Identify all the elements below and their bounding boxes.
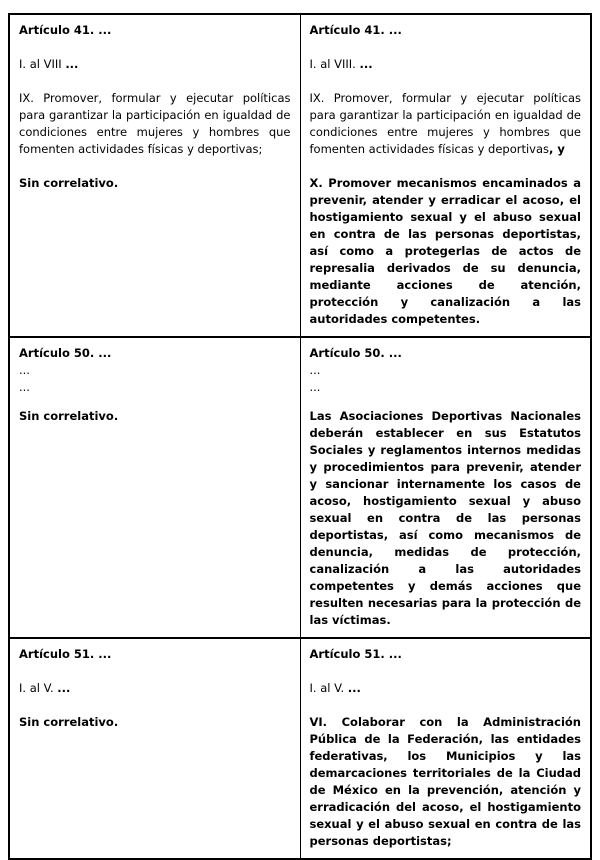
fractions-text: I. al VIII [19, 57, 66, 71]
article-heading: Artículo 50. ... [309, 346, 402, 360]
no-correlative-label: Sin correlativo. [19, 715, 119, 729]
fractions-ellipsis: ... [359, 57, 373, 71]
article-heading: Artículo 50. ... [19, 346, 112, 360]
left-cell-articulo-51 [9, 638, 300, 859]
comparison-table [8, 13, 592, 860]
fractions-line [310, 680, 582, 697]
paragraph-bold: VI. Colaborar con la Administración Pública de la Federación, las entidades federativas, los Municipios y las demarcaciones territoriales de la Ciudad de México en la prevención, atención y erradicación del acoso, el hostigamiento sexual y el abuso sexual en contra de las personas deportistas; [309, 715, 581, 848]
fractions-text: I. al VIII. [309, 57, 360, 71]
paragraph-bold: X. Promover mecanismos encaminados a prevenir, atender y erradicar el acoso, el hostigamiento sexual y el abuso sexual en contra de las personas deportistas, así como a protegerlas de actos de represalia derivados de su denuncia, mediante acciones de atención, protección y canalización a las autoridades competentes. [309, 176, 581, 326]
right-cell-articulo-41 [300, 14, 591, 337]
fractions-line [19, 56, 291, 73]
article-heading: Artículo 41. ... [309, 23, 402, 37]
table-row-articulo-51 [9, 638, 591, 859]
paragraph: IX. Promover, formular y ejecutar políticas para garantizar la participación en igualdad de condiciones entre mujeres y hombres que fomenten actividades físicas y deportivas, y [309, 91, 581, 156]
bold-suffix: , y [549, 142, 565, 156]
paragraph: IX. Promover, formular y ejecutar políticas para garantizar la participación en igualdad de condiciones entre mujeres y hombres que fomenten actividades físicas y deportivas; [19, 91, 291, 156]
table-row-articulo-41 [9, 14, 591, 337]
fractions-ellipsis: ... [57, 681, 71, 695]
ellipsis-line: ... [309, 380, 321, 394]
fractions-ellipsis: ... [347, 681, 361, 695]
article-heading: Artículo 41. ... [19, 23, 112, 37]
fractions-ellipsis: ... [65, 57, 79, 71]
ellipsis-line: ... [19, 380, 30, 394]
right-cell-articulo-51 [300, 638, 591, 859]
fractions-line [19, 680, 291, 697]
ellipsis-line: ... [19, 363, 30, 377]
article-heading: Artículo 51. ... [309, 647, 402, 661]
table-row-articulo-50 [9, 337, 591, 638]
fractions-text: I. al V. [309, 681, 348, 695]
no-correlative-label: Sin correlativo. [19, 409, 119, 423]
article-heading: Artículo 51. ... [19, 647, 112, 661]
fractions-line [310, 56, 582, 73]
fractions-text: I. al V. [19, 681, 58, 695]
no-correlative-label: Sin correlativo. [19, 176, 119, 190]
right-cell-articulo-50 [300, 337, 591, 638]
document-page [0, 13, 600, 848]
left-cell-articulo-50 [9, 337, 300, 638]
left-cell-articulo-41 [9, 14, 300, 337]
paragraph-bold: Las Asociaciones Deportivas Nacionales deberán establecer en sus Estatutos Sociales y reglamentos internos medidas y procedimientos para prevenir, atender y sancionar internamente los casos de acoso, hostigamiento sexual y abuso sexual en contra de las personas deportistas, así como mecanismos de denuncia, medidas de protección, canalización a las autoridades competentes y demás acciones que resulten necesarias para la protección de las víctimas. [309, 409, 581, 627]
ellipsis-line: ... [309, 363, 321, 377]
